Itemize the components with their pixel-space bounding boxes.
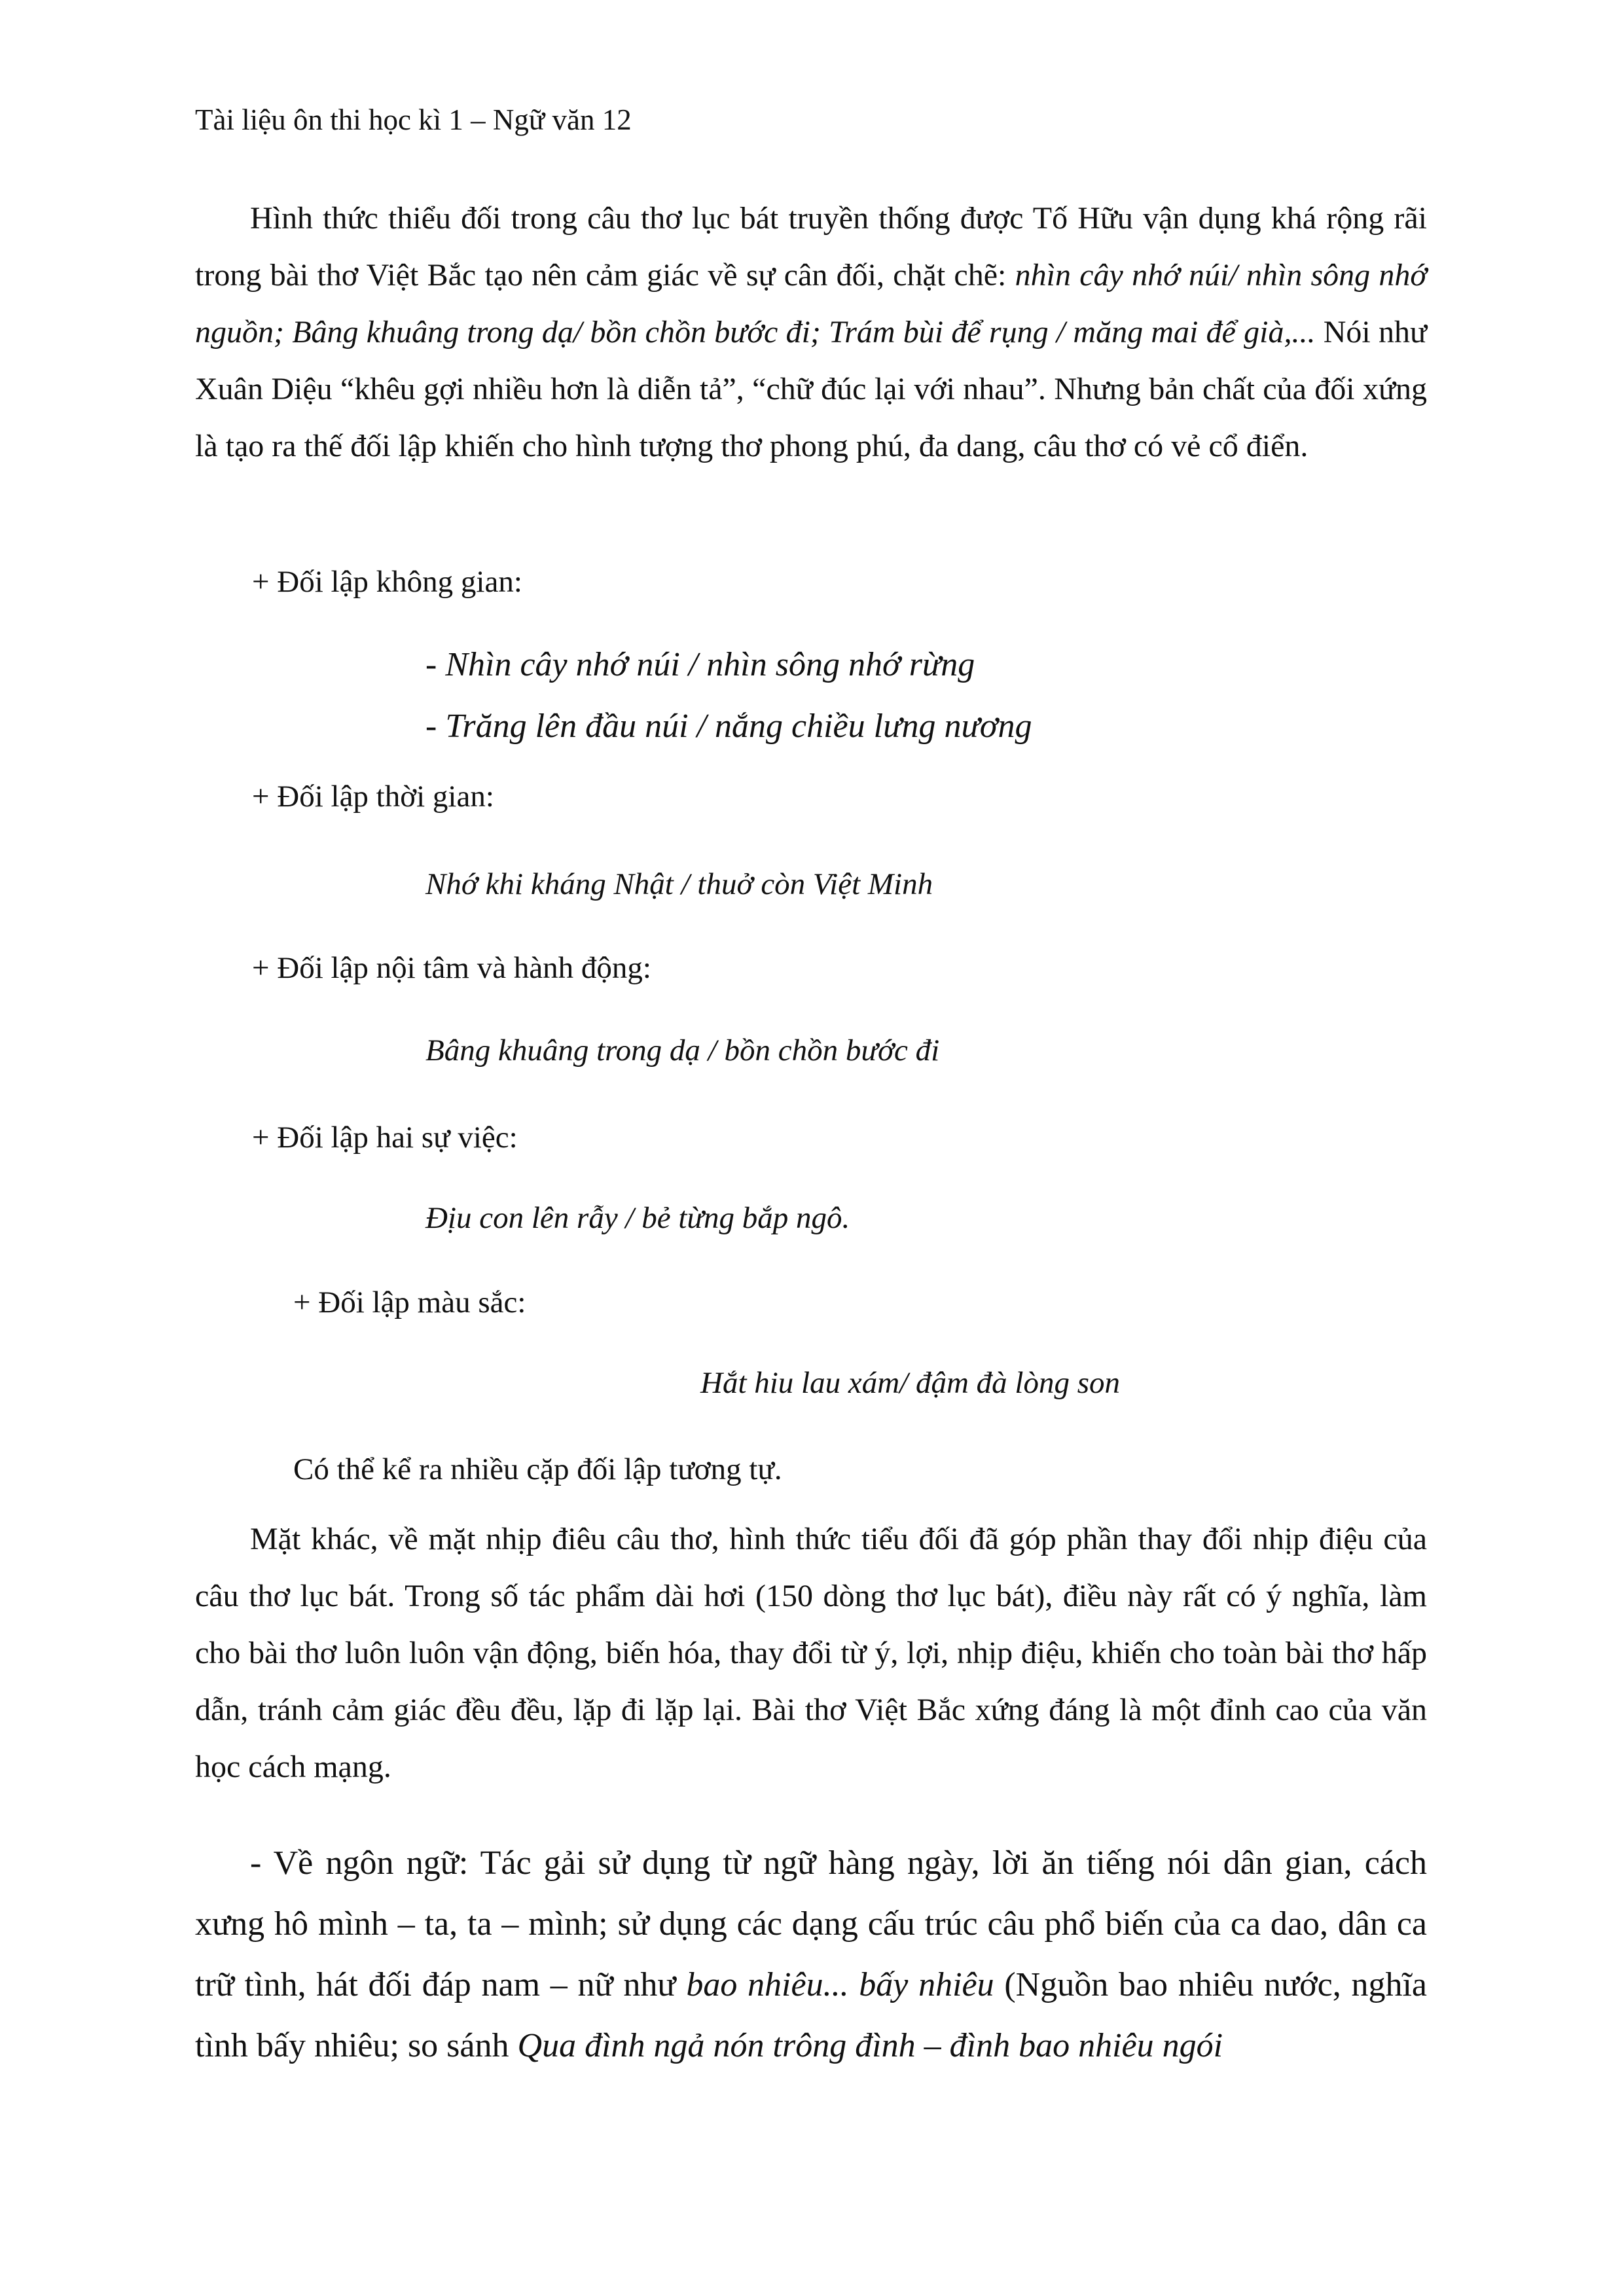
page-header: Tài liệu ôn thi học kì 1 – Ngữ văn 12	[195, 103, 632, 136]
poem-quote: Qua đình ngả nón trông đình – đình bao nhiêu ngói	[517, 2027, 1223, 2064]
contrast-label-inner-action: + Đối lập nội tâm và hành động:	[252, 951, 651, 985]
verse-line: Nhớ khi kháng Nhật / thuở còn Việt Minh	[425, 867, 933, 901]
contrast-label-color: + Đối lập màu sắc:	[293, 1285, 526, 1319]
paragraph-symmetry	[195, 190, 1427, 475]
paragraph-text: Nói như Xuân Diệu “khêu gợi nhiều hơn là diễn tả”, “chữ đúc lại với nhau”. Nhưng bản chất của đối xứng là tạo ra thế đối lập khiến cho hình tượng thơ phong phú, đa dang, câu thơ có vẻ cổ điển.	[195, 315, 1427, 463]
verse-line: - Trăng lên đầu núi / nắng chiều lưng nương	[425, 708, 1032, 745]
poem-quote: nhìn cây nhớ núi/ nhìn sông nhớ nguồn; Bâng khuâng trong dạ/ bồn chồn bước đi; Trám bùi để rụng / măng mai để già,...	[195, 258, 1427, 350]
poem-quote: bao nhiêu... bấy nhiêu	[686, 1966, 994, 2003]
verse-line: Hắt hiu lau xám/ đậm đà lòng son	[700, 1366, 1121, 1400]
contrast-label-space: + Đối lập không gian:	[252, 565, 522, 599]
note-text: Có thể kể ra nhiều cặp đối lập tương tự.	[293, 1452, 782, 1486]
verse-line: Bâng khuâng trong dạ / bồn chồn bước đi	[425, 1033, 940, 1067]
contrast-label-time: + Đối lập thời gian:	[252, 780, 494, 814]
contrast-label-events: + Đối lập hai sự việc:	[252, 1121, 518, 1155]
paragraph-rhythm: Mặt khác, về mặt nhịp điêu câu thơ, hình thức tiểu đối đã góp phần thay đổi nhịp điệu của câu thơ lục bát. Trong số tác phẩm dài hơi (150 dòng thơ lục bát), điều này rất có ý nghĩa, làm cho bài thơ luôn luôn vận động, biến hóa, thay đổi từ ý, lợi, nhịp điệu, khiến cho toàn bài thơ hấp dẫn, tránh cảm giác đều đều, lặp đi lặp lại. Bài thơ Việt Bắc xứng đáng là một đỉnh cao của văn học cách mạng.	[195, 1522, 1427, 1784]
paragraph-text: - Về ngôn ngữ: Tác gải sử dụng từ ngữ hàng ngày, lời ăn tiếng nói dân gian, cách xưng hô mình – ta, ta – mình; sử dụng các dạng cấu trúc câu phổ biến của ca dao, dân ca trữ tình, hát đối đáp nam – nữ như	[195, 1844, 1427, 2003]
verse-line: - Nhìn cây nhớ núi / nhìn sông nhớ rừng	[425, 646, 975, 683]
paragraph-text: Hình thức thiểu đối trong câu thơ lục bát truyền thống được Tố Hữu vận dụng khá rộng rãi trong bài thơ Việt Bắc tạo nên cảm giác về sự cân đối, chặt chẽ:	[195, 201, 1427, 293]
paragraph-text: (Nguồn bao nhiêu nước, nghĩa tình bấy nhiêu; so sánh	[195, 1966, 1428, 2064]
paragraph-language	[195, 1833, 1427, 2076]
verse-line: Địu con lên rẫy / bẻ từng bắp ngô.	[425, 1201, 850, 1235]
